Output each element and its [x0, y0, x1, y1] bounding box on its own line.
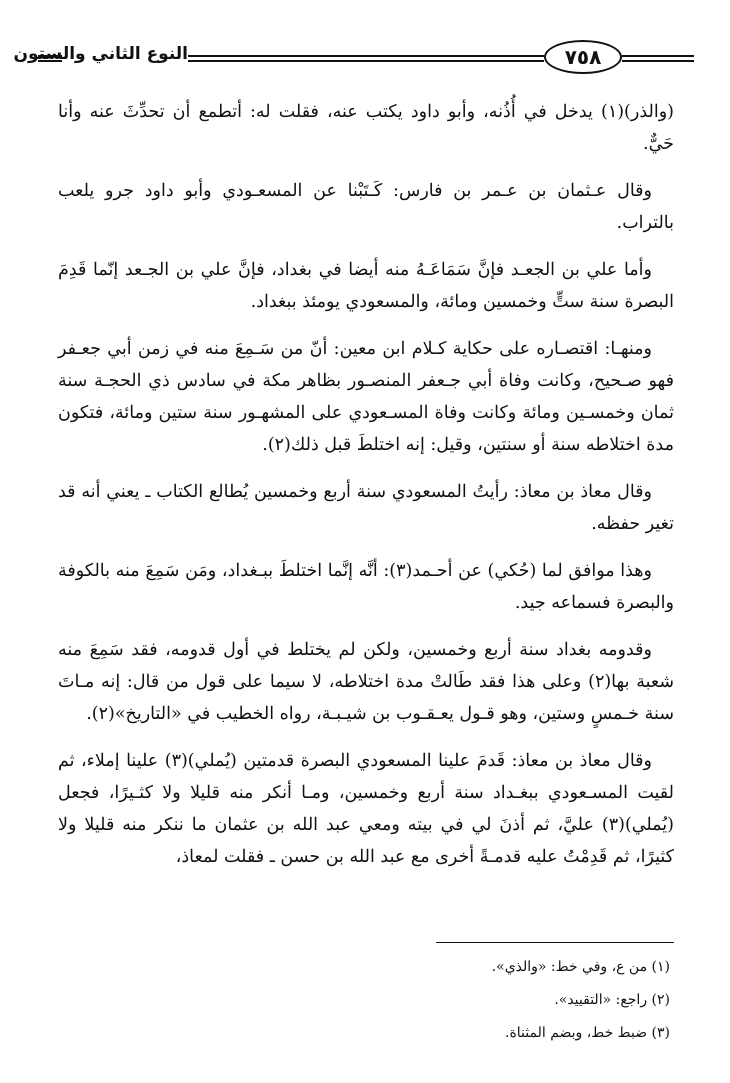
paragraph: وهذا موافق لما (حُكي) عن أحـمد(٣): أنَّه إنَّما اختلطَ ببـغداد، ومَن سَمِعَ منه بالكوفة والبصرة فسماعه جيد.	[58, 561, 674, 613]
page-header	[13, 36, 694, 84]
footnote: (٣) ضبط خط، وبضم المثناة.	[505, 1025, 670, 1041]
paragraph: وقال عـثمان بن عـمر بن فارس: كَـتَبْنا عن المسعـودي وأبو داود جرو يلعب بالتراب.	[58, 181, 674, 233]
paragraph: وأما علي بن الجعـد فإنَّ سَمَاعَـهُ منه أيضا في بغداد، فإنَّ علي بن الجـعد إنّما قَدِمَ البصرة سنة ستٍّ وخمسين ومائة، والمسعودي يومئذ ببغداد.	[58, 260, 674, 312]
main-text	[58, 96, 674, 888]
paragraph: وقدومه بغداد سنة أربع وخمسين، ولكن لم يختلط في أول قدومه، فقد سَمِعَ منه شعبة بها(٢) وعلى هذا فقد طَالتْ مدة اختلاطه، لا سيما على قول من قال: إنه مـاتَ سنة خـمسٍ وستين، وهو قـول يعـقـوب بن شيـبـة، رواه الخطيب في «التاريخ»(٢).	[58, 640, 674, 724]
page-number: ٧٥٨	[544, 40, 622, 74]
footnote: (١) من ع، وفي خط: «والذي».	[491, 959, 670, 975]
paragraph: ومنهـا: اقتصـاره على حكاية كـلام ابن معين: أنّ من سَـمِعَ منه في زمن أبي جعـفر فهو صـحيح، وكانت وفاة أبي جـعفر المنصـور بظاهر مكة في سادس ذي الحجـة سنة ثمان وخمسـين ومائة وكانت وفاة المسـعودي على المشهـور سنة ستين ومائة، فتكون مدة اختلاطه سنة أو سنتين، وقيل: إنه اختلطَ قبل ذلك(٢).	[58, 339, 674, 455]
footnote-divider	[436, 942, 674, 943]
footnote: (٢) راجع: «التقييد».	[554, 992, 670, 1008]
header-rule-middle	[188, 55, 544, 62]
paragraph: وقال معاذ بن معاذ: قَدمَ علينا المسعودي البصرة قدمتين (يُملي)(٣) علينا إملاء، ثم لقيت المسـعودي ببغـداد سنة أربع وخمسين، ومـا أنكر منه قليلا ولا كثـيرًا، فجعل (يُملي)(٣) عليَّ، ثم أذنَ لي في بيته ومعي عبد الله بن عثمان ما ننكر منه قليلا ولا كثيرًا، ثم قَدِمْتُ عليه قدمـةً أخرى مع عبد الله بن حسن ـ فقلت لمعاذ،	[58, 751, 674, 867]
running-title: النوع الثاني والستون	[13, 44, 188, 64]
paragraph: وقال معاذ بن معاذ: رأيتُ المسعودي سنة أربع وخمسين يُطالع الكتاب ـ يعني أنه قد تغير حفظه.	[58, 482, 674, 534]
paragraph: (والذر)(١) يدخل في أُذُنه، وأبو داود يكتب عنه، فقلت له: أتطمع أن تحدِّثَ عنه وأنا حَيٌّ.	[58, 102, 674, 154]
header-rule-right	[622, 55, 694, 62]
footnotes	[58, 942, 674, 1056]
header-rule-left	[38, 55, 62, 62]
